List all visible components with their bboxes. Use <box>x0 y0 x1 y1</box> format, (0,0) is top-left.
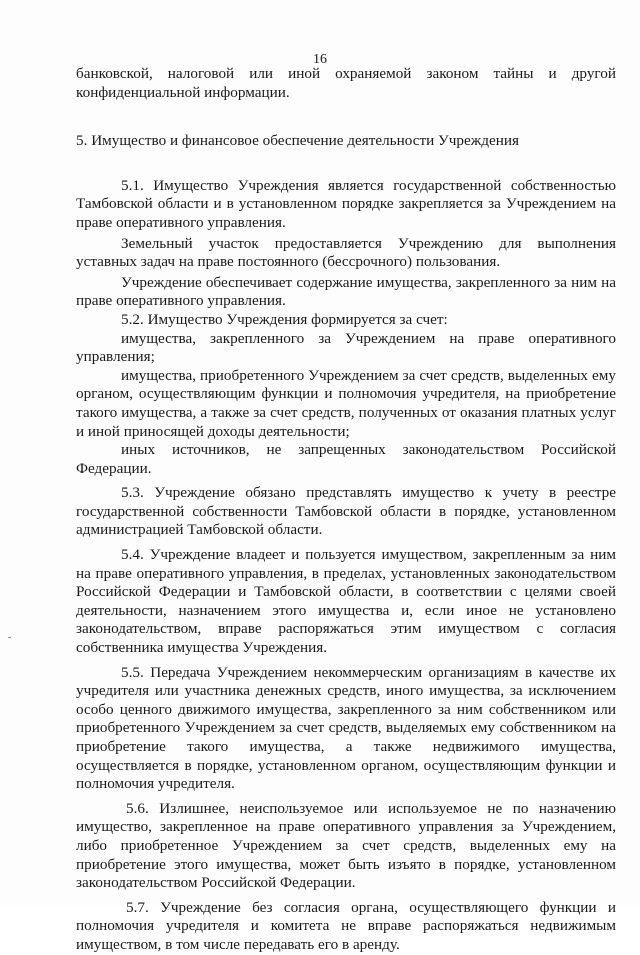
paragraph-5-5: 5.5. Передача Учреждением некоммерческим организациям в качестве их учредителя или участника денежных средств, иного имущества, за исключением особо ценного движимого имущества, закрепленного за ним собственником или приобретенного Учреждением за счет средств, выделяемых ему собственником на приобретение такого имущества, а также недвижимого имущества, осуществляется в порядке, установленном органом, осуществляющим функции и полномочия учредителя. <box>76 663 616 793</box>
paragraph-maintenance: Учреждение обеспечивает содержание имущества, закрепленного за ним на праве оперативного управления. <box>76 273 616 310</box>
continuation-paragraph: банковской, налоговой или иной охраняемой законом тайны и другой конфиденциальной информации. <box>76 65 616 101</box>
paragraph-5-1: 5.1. Имущество Учреждения является государственной собственностью Тамбовской области и в установленном порядке закрепляется за Учреждением на праве оперативного управления. <box>76 176 616 231</box>
section-heading: 5. Имущество и финансовое обеспечение деятельности Учреждения <box>76 132 519 150</box>
list-item-acquired-property: имущества, приобретенного Учреждением за счет средств, выделенных ему органом, осуществляющим функции и полномочия учредителя, на приобретение такого имущества, а также за счет средств, полученных от оказания платных услуг и иной приносящей доходы деятельности; <box>76 366 616 440</box>
paragraph-5-4: 5.4. Учреждение владеет и пользуется имуществом, закрепленным за ним на праве оперативного управления, в пределах, установленных законодательством Российской Федерации и Тамбовской области, в соответствии с целями своей деятельности, назначением этого имущества и, если иное не установлено законодательством, вправе распоряжаться этим имуществом с согласия собственника имущества Учреждения. <box>76 546 616 657</box>
page-number: 16 <box>313 52 327 67</box>
paragraph-land-plot: Земельный участок предоставляется Учреждению для выполнения уставных задач на праве постоянного (бессрочного) пользования. <box>76 234 616 271</box>
scan-edge-mark <box>8 637 11 638</box>
list-item-other-sources: иных источников, не запрещенных законодательством Российской Федерации. <box>76 441 616 477</box>
paragraph-5-2: 5.2. Имущество Учреждения формируется за счет: <box>121 310 448 328</box>
paragraph-5-3: 5.3. Учреждение обязано представлять имущество к учету в реестре государственной собственности Тамбовской области в порядке, установленном администрацией Тамбовской области. <box>76 484 616 539</box>
list-item-operational-management: имущества, закрепленного за Учреждением на праве оперативного управления; <box>76 329 616 366</box>
page-body <box>76 65 616 955</box>
paragraph-5-6: 5.6. Излишнее, неиспользуемое или используемое не по назначению имущество, закрепленное на праве оперативного управления за Учреждением, либо приобретенное Учреждением за счет средств, выделенных ему на приобретение этого имущества, может быть изъято в порядке, установленном законодательством Российской Федерации. <box>76 799 616 892</box>
paragraph-5-7: 5.7. Учреждение без согласия органа, осуществляющего функции и полномочия учредителя и комитета не вправе распоряжаться недвижимым имуществом, в том числе передавать его в аренду. <box>76 898 616 953</box>
